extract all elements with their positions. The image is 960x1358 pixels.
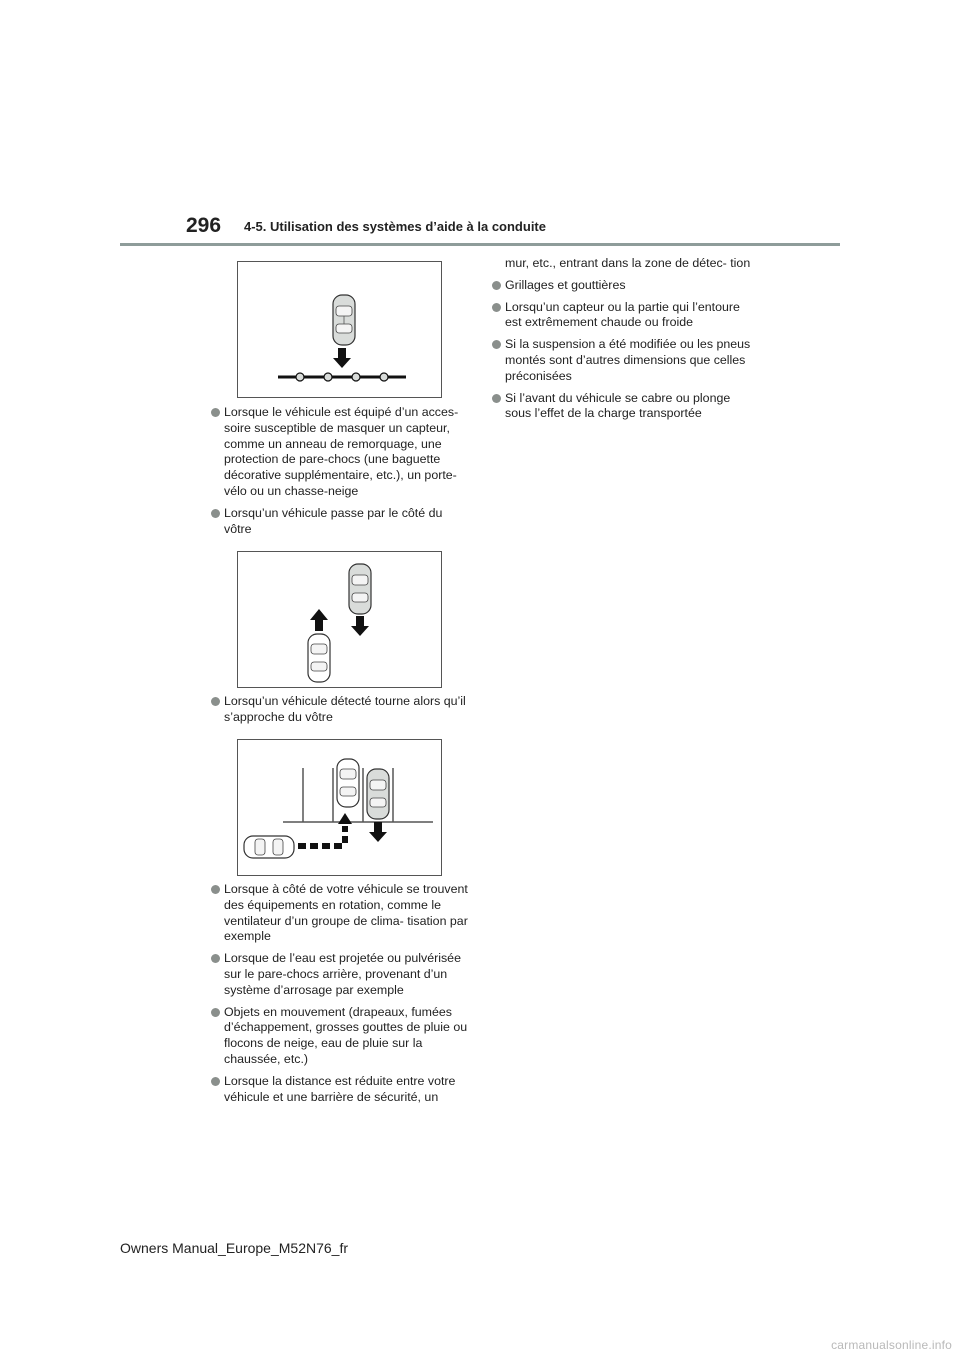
bullet-icon [211,1077,220,1086]
bullet-icon [211,509,220,518]
bullet-icon [211,885,220,894]
list-item: Lorsque de l’eau est projetée ou pulvérisée sur le pare-chocs arrière, provenant d’un système d’arrosage par exemple [211,951,471,998]
left-column-group-2 [211,694,471,732]
list-item: Lorsque le véhicule est équipé d’un acces- soire susceptible de masquer un capteur, comme un anneau de remorquage, une protection de pare-chocs (une baguette décorative supplémentaire, etc.), un porte- vélo ou un chasse-neige [211,405,471,500]
watermark: carmanualsonline.info [831,1338,952,1352]
list-item: Lorsque la distance est réduite entre votre véhicule et une barrière de sécurité, un [211,1074,471,1106]
bullet-icon [492,303,501,312]
list-item: Si la suspension a été modifiée ou les pneus montés sont d’autres dimensions que celles préconisées [492,337,752,384]
page-number: 296 [186,214,222,237]
bullet-icon [211,408,220,417]
vehicle-turning-parking-icon [238,740,443,877]
list-item: Lorsqu’un capteur ou la partie qui l’entoure est extrêmement chaude ou froide [492,300,752,332]
list-item: Grillages et gouttières [492,278,752,294]
bullet-icon [211,697,220,706]
left-column-group-3 [211,882,471,1111]
figure-car-approaching-barrier [237,261,442,398]
bullet-icon [211,1008,220,1017]
left-column-group-1 [211,405,471,543]
car-approaching-barrier-icon [238,262,443,399]
bullet-icon [492,340,501,349]
footer-manual-id: Owners Manual_Europe_M52N76_fr [120,1240,349,1256]
list-item: Lorsqu’un véhicule détecté tourne alors qu’il s’approche du vôtre [211,694,471,726]
continued-text: mur, etc., entrant dans la zone de détec- tion [505,256,751,270]
list-item: Objets en mouvement (drapeaux, fumées d’échappement, grosses gouttes de pluie ou flocons de neige, eau de pluie sur la chaussée, etc.) [211,1005,471,1068]
list-item: Lorsqu’un véhicule passe par le côté du vôtre [211,506,471,538]
list-item: Si l’avant du véhicule se cabre ou plonge sous l’effet de la charge transportée [492,391,752,423]
section-title: 4-5. Utilisation des systèmes d’aide à la conduite [244,219,546,234]
vehicle-passing-alongside-icon [238,552,443,689]
bullet-icon [211,954,220,963]
figure-vehicle-passing [237,551,442,688]
header-divider [120,243,840,246]
right-column [492,256,752,428]
bullet-icon [492,281,501,290]
figure-vehicle-turning [237,739,442,876]
list-item: Lorsque à côté de votre véhicule se trouvent des équipements en rotation, comme le ventilateur d’un groupe de clima- tisation par exemple [211,882,471,945]
bullet-icon [492,394,501,403]
